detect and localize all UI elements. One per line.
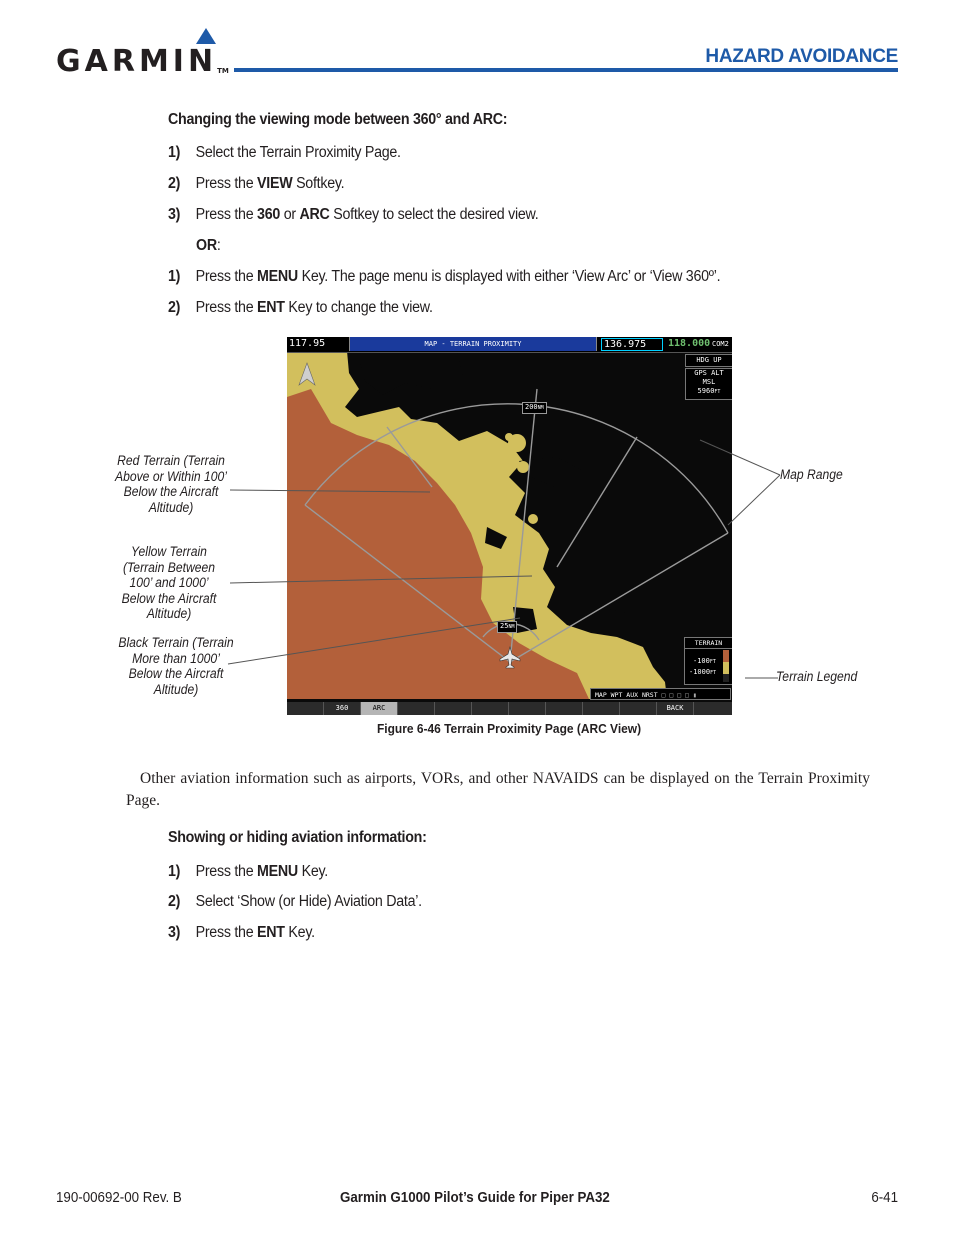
procedure-heading-2: Showing or hiding aviation information: xyxy=(168,829,427,846)
brand-name: GARMINTM xyxy=(56,44,229,79)
step-press-menu: 1) Press the MENU Key. The page menu is displayed with either ‘View Arc’ or ‘View 360º’. xyxy=(168,268,721,285)
com-active-frequency: 118.000 xyxy=(668,338,711,349)
section-title: HAZARD AVOIDANCE xyxy=(705,46,898,67)
step-select-page: 1) Select the Terrain Proximity Page. xyxy=(168,144,401,161)
page-group-indicator: MAP WPT AUX NRST □ □ □ □ ▮ xyxy=(590,688,731,700)
alt-label-line1: GPS ALT xyxy=(694,369,724,377)
legend-title: TERRAIN xyxy=(694,639,723,647)
step-press-360-arc: 3) Press the 360 or ARC Softkey to select the desired view. xyxy=(168,206,539,223)
softkey-back[interactable]: BACK xyxy=(657,702,694,715)
black-callout-leader xyxy=(228,618,520,664)
footer-page-number: 6-41 xyxy=(871,1190,898,1206)
map-range-leader-1 xyxy=(700,440,780,475)
map-range-callout: Map Range xyxy=(780,467,843,482)
body-paragraph: Other aviation information such as airports, VORs, and other NAVAIDS can be displayed on the Terrain Proximity Page. xyxy=(126,770,870,809)
figure-caption: Figure 6-46 Terrain Proximity Page (ARC View) xyxy=(377,721,642,736)
softkey-360[interactable]: 360 xyxy=(324,702,361,715)
terrain-legend-callout: Terrain Legend xyxy=(776,669,858,684)
yellow-terrain-callout: Yellow Terrain (Terrain Between 100’ and 1000’ Below the Aircraft Altitude) xyxy=(121,544,217,621)
com-standby-frequency: 136.975 xyxy=(601,338,663,351)
red-terrain-callout: Red Terrain (Terrain Above or Within 100’ Below the Aircraft Altitude) xyxy=(114,453,227,515)
yellow-callout-leader xyxy=(230,576,532,583)
com-label: COM2 xyxy=(712,340,729,348)
step-press-view: 2) Press the VIEW Softkey. xyxy=(168,175,345,192)
legend-1000: -1000FT xyxy=(689,668,717,676)
map-range-leader-2 xyxy=(728,475,780,525)
step-select-show-hide: 2) Select ‘Show (or Hide) Aviation Data’. xyxy=(168,893,422,910)
page-group-label: MAP WPT AUX NRST xyxy=(595,691,658,699)
nav-frequency: 117.95 xyxy=(289,338,326,349)
black-terrain-callout: Black Terrain (Terrain More than 1000’ Below the Aircraft Altitude) xyxy=(118,635,234,697)
alt-label-line2: MSL xyxy=(702,378,716,386)
footer-doc-number: 190-00692-00 Rev. B xyxy=(56,1190,182,1206)
outer-range-label: 200NM xyxy=(522,402,547,414)
orientation-box: HDG UP xyxy=(685,354,732,367)
footer-title: Garmin G1000 Pilot’s Guide for Piper PA32 xyxy=(340,1190,610,1206)
softkey-arc[interactable]: ARC xyxy=(361,702,398,715)
inner-range-label: 25NM xyxy=(497,621,517,633)
red-callout-leader xyxy=(230,490,430,492)
step-press-ent: 2) Press the ENT Key to change the view. xyxy=(168,299,433,316)
step-press-ent-2: 3) Press the ENT Key. xyxy=(168,924,315,941)
legend-100: -100FT xyxy=(693,657,716,665)
procedure-heading: Changing the viewing mode between 360° and ARC: xyxy=(168,111,508,128)
step-press-menu-2: 1) Press the MENU Key. xyxy=(168,863,328,880)
alt-value: 5960 xyxy=(697,387,715,395)
page-title-bar: MAP - TERRAIN PROXIMITY xyxy=(349,337,597,351)
alt-unit: FT xyxy=(714,389,721,395)
or-label: OR: xyxy=(196,237,221,254)
trademark: TM xyxy=(217,67,229,75)
